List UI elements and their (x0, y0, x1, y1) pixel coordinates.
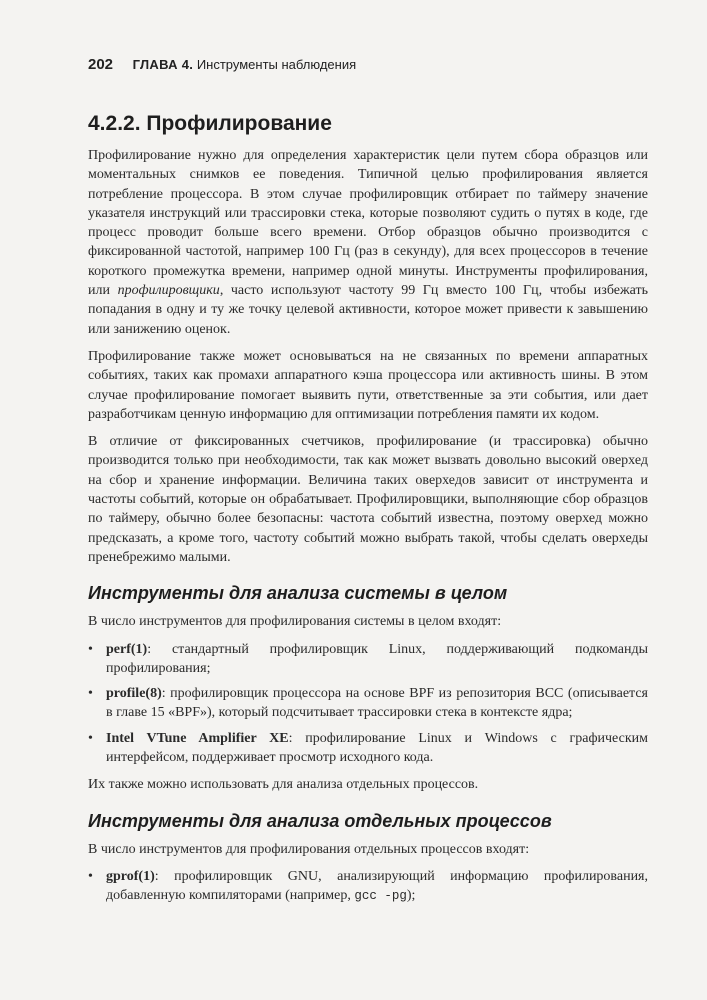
page-body (88, 112, 648, 915)
tool-description: : профилировщик процессора на основе BPF из репозитория BCC (описывается в главе 15 «BPF»), который подсчитывает трассировки стека в контексте ядра; (106, 686, 648, 721)
tool-name: Intel VTune Amplifier XE (106, 730, 289, 746)
tool-description: : профилировщик GNU, анализирующий информацию профилирования, добавленную компиляторами (например, (106, 868, 648, 904)
code-snippet: gcc -pg (354, 889, 407, 904)
list-item-perf (88, 640, 648, 679)
per-process-list (88, 867, 648, 907)
paragraph-1-part-a: Профилирование нужно для определения характеристик цели путем сбора образцов или моментальных снимков ее поведения. Типичной целью профилирования является потребление процессора. В этом случае профилировщик отбирает по таймеру значение указателя инструкций или трассировки стека, которые позволяют судить о путях в коде, где процесс проводит больше всего времени. Отбор образцов обычно производится с фиксированной частотой, например 100 Гц (раз в секунду), для всех процессоров в течение короткого промежутка времени, например одной минуты. Инструменты профилирования, или (88, 148, 648, 299)
list-item-profile (88, 684, 648, 723)
chapter-label: ГЛАВА 4. (132, 57, 194, 72)
paragraph-1-part-b: , часто используют частоту 99 Гц вместо 100 Гц, чтобы избежать попадания в одну и ту же точку целевой активности, которое может привести к завышению или занижению оценок. (88, 283, 648, 337)
list-item-gprof (88, 867, 648, 907)
running-header (88, 56, 648, 73)
subsection-title-system-wide: Инструменты для анализа системы в целом (88, 583, 508, 604)
per-process-intro: В число инструментов для профилирования отдельных процессов входят: (88, 841, 530, 857)
tool-name: profile(8) (106, 686, 162, 702)
paragraph-2: Профилирование также может основываться на не связанных по времени аппаратных событиях, таких как промахи аппаратного кэша процессора или активность шины. В этом случае профилирование помогает выявить пути, ответственные за эти события, или дает разработчикам ценную информацию для оптимизации потребления памяти их кодом. (88, 348, 648, 422)
paragraph-1 (88, 146, 648, 339)
tool-name: gprof(1) (106, 868, 155, 884)
system-wide-outro: Их также можно использовать для анализа отдельных процессов. (88, 777, 479, 793)
list-item-vtune (88, 729, 648, 768)
page-number: 202 (88, 56, 114, 73)
tool-name: perf(1) (106, 641, 148, 657)
paragraph-3: В отличие от фиксированных счетчиков, профилирование (и трассировка) обычно производится только при необходимости, так как может вызвать довольно высокий оверхед на сбор и хранение информации. Величина таких оверхедов зависит от инструмента и частоты событий, которые он обрабатывает. Профилировщики, выполняющие сбор образцов по таймеру, обычно более безопасны: частота событий известна, поэтому оверхед можно предсказать, а кроме того, частоту событий можно выбрать такой, чтобы сделать оверхеды пренебрежимо малыми. (88, 434, 648, 565)
term-profilers: профилировщики (117, 283, 220, 299)
tool-description: : профилирование Linux и Windows с графическим интерфейсом, поддерживает просмотр исходного кода. (106, 730, 648, 766)
system-wide-intro: В число инструментов для профилирования системы в целом входят: (88, 614, 502, 630)
system-wide-list (88, 640, 648, 768)
section-title: 4.2.2. Профилирование (88, 112, 332, 135)
tool-description-tail: ); (406, 888, 416, 904)
subsection-title-per-process: Инструменты для анализа отдельных процессов (88, 810, 552, 831)
tool-description: : стандартный профилировщик Linux, поддерживающий подкоманды профилирования; (106, 641, 648, 676)
chapter-title: Инструменты наблюдения (196, 57, 357, 72)
